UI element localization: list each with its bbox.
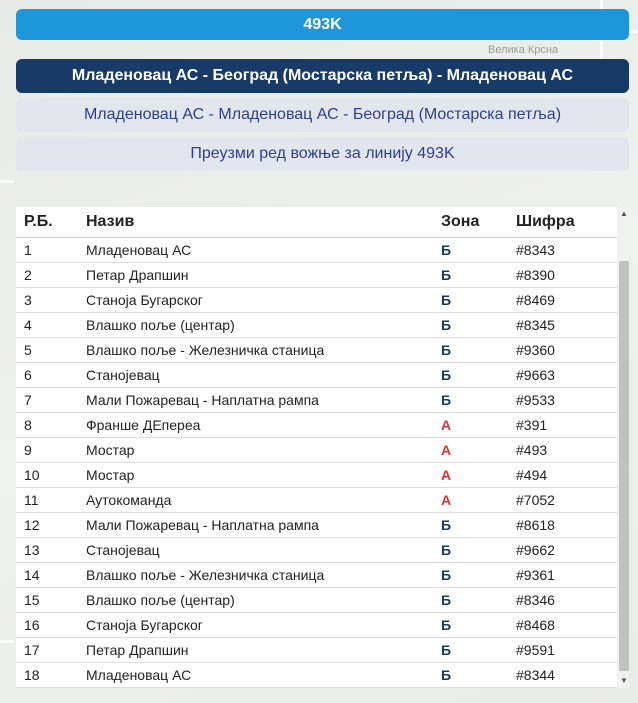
header-rb: Р.Б.	[16, 207, 86, 238]
table-row	[16, 438, 617, 463]
stops-table-body	[16, 238, 617, 688]
table-row	[16, 263, 617, 288]
cell-naziv: Станоја Бугарског	[86, 288, 441, 313]
scrollbar-thumb[interactable]	[619, 261, 629, 671]
cell-zona: Б	[441, 263, 516, 288]
table-header-row	[16, 207, 617, 238]
cell-zona: Б	[441, 563, 516, 588]
cell-naziv: Франше ДЕпереа	[86, 413, 441, 438]
cell-rb: 3	[16, 288, 86, 313]
table-row	[16, 538, 617, 563]
cell-rb: 2	[16, 263, 86, 288]
cell-sifra: #8468	[516, 613, 617, 638]
cell-sifra: #9361	[516, 563, 617, 588]
cell-rb: 5	[16, 338, 86, 363]
cell-zona: Б	[441, 313, 516, 338]
table-row	[16, 563, 617, 588]
table-row	[16, 613, 617, 638]
table-row	[16, 313, 617, 338]
cell-rb: 4	[16, 313, 86, 338]
cell-sifra: #7052	[516, 488, 617, 513]
cell-naziv: Младеновац АС	[86, 238, 441, 263]
cell-zona: А	[441, 463, 516, 488]
cell-sifra: #8344	[516, 663, 617, 688]
table-row	[16, 588, 617, 613]
cell-naziv: Петар Драпшин	[86, 263, 441, 288]
table-row	[16, 463, 617, 488]
triangle-down-icon[interactable]: ▼	[620, 676, 628, 685]
cell-zona: А	[441, 413, 516, 438]
stops-table	[16, 207, 617, 688]
cell-sifra: #8618	[516, 513, 617, 538]
cell-rb: 18	[16, 663, 86, 688]
cell-sifra: #8346	[516, 588, 617, 613]
cell-rb: 9	[16, 438, 86, 463]
cell-zona: Б	[441, 338, 516, 363]
cell-zona: Б	[441, 663, 516, 688]
cell-zona: Б	[441, 613, 516, 638]
cell-naziv: Мали Пожаревац - Наплатна рампа	[86, 513, 441, 538]
table-row	[16, 363, 617, 388]
cell-sifra: #8390	[516, 263, 617, 288]
cell-naziv: Станојевац	[86, 538, 441, 563]
cell-sifra: #9662	[516, 538, 617, 563]
cell-rb: 16	[16, 613, 86, 638]
header-naziv: Назив	[86, 207, 441, 238]
cell-zona: А	[441, 438, 516, 463]
cell-naziv: Влашко поље - Железничка станица	[86, 338, 441, 363]
cell-zona: Б	[441, 513, 516, 538]
cell-naziv: Младеновац АС	[86, 663, 441, 688]
cell-zona: Б	[441, 588, 516, 613]
cell-sifra: #391	[516, 413, 617, 438]
cell-rb: 17	[16, 638, 86, 663]
cell-rb: 1	[16, 238, 86, 263]
cell-rb: 15	[16, 588, 86, 613]
cell-sifra: #9360	[516, 338, 617, 363]
cell-sifra: #8345	[516, 313, 617, 338]
cell-zona: Б	[441, 638, 516, 663]
table-row	[16, 488, 617, 513]
cell-naziv: Станоја Бугарског	[86, 613, 441, 638]
header-sifra: Шифра	[516, 207, 617, 238]
cell-naziv: Мостар	[86, 463, 441, 488]
stops-table-container[interactable]	[16, 207, 629, 688]
cell-sifra: #8469	[516, 288, 617, 313]
table-row	[16, 338, 617, 363]
cell-naziv: Петар Драпшин	[86, 638, 441, 663]
cell-rb: 8	[16, 413, 86, 438]
direction-button-alternate[interactable]: Младеновац АС - Младеновац АС - Београд (Мостарска петља)	[16, 98, 629, 132]
cell-rb: 11	[16, 488, 86, 513]
cell-rb: 7	[16, 388, 86, 413]
cell-rb: 6	[16, 363, 86, 388]
cell-naziv: Влашко поље (центар)	[86, 313, 441, 338]
triangle-up-icon[interactable]: ▲	[620, 209, 628, 218]
cell-zona: Б	[441, 363, 516, 388]
cell-rb: 14	[16, 563, 86, 588]
cell-rb: 13	[16, 538, 86, 563]
table-row	[16, 238, 617, 263]
table-row	[16, 638, 617, 663]
cell-naziv: Станојевац	[86, 363, 441, 388]
cell-sifra: #9533	[516, 388, 617, 413]
cell-sifra: #494	[516, 463, 617, 488]
cell-naziv: Мали Пожаревац - Наплатна рампа	[86, 388, 441, 413]
table-row	[16, 388, 617, 413]
table-scrollbar[interactable]	[617, 207, 629, 688]
cell-zona: Б	[441, 288, 516, 313]
cell-zona: А	[441, 488, 516, 513]
cell-rb: 10	[16, 463, 86, 488]
cell-naziv: Влашко поље - Железничка станица	[86, 563, 441, 588]
map-place-label: Велика Крсна	[488, 44, 559, 56]
cell-sifra: #493	[516, 438, 617, 463]
cell-naziv: Мостар	[86, 438, 441, 463]
download-timetable-button[interactable]: Преузми ред вожње за линију 493K	[16, 137, 629, 171]
table-row	[16, 663, 617, 688]
table-row	[16, 413, 617, 438]
cell-sifra: #9591	[516, 638, 617, 663]
table-row	[16, 288, 617, 313]
cell-rb: 12	[16, 513, 86, 538]
table-row	[16, 513, 617, 538]
cell-zona: Б	[441, 238, 516, 263]
route-panel	[14, 0, 631, 703]
cell-sifra: #9663	[516, 363, 617, 388]
cell-zona: Б	[441, 538, 516, 563]
header-zona: Зона	[441, 207, 516, 238]
cell-naziv: Влашко поље (центар)	[86, 588, 441, 613]
cell-zona: Б	[441, 388, 516, 413]
route-title: 493K	[16, 9, 629, 40]
cell-naziv: Аутокоманда	[86, 488, 441, 513]
cell-sifra: #8343	[516, 238, 617, 263]
direction-button-active[interactable]: Младеновац АС - Београд (Мостарска петља) - Младеновац АС	[16, 59, 629, 93]
